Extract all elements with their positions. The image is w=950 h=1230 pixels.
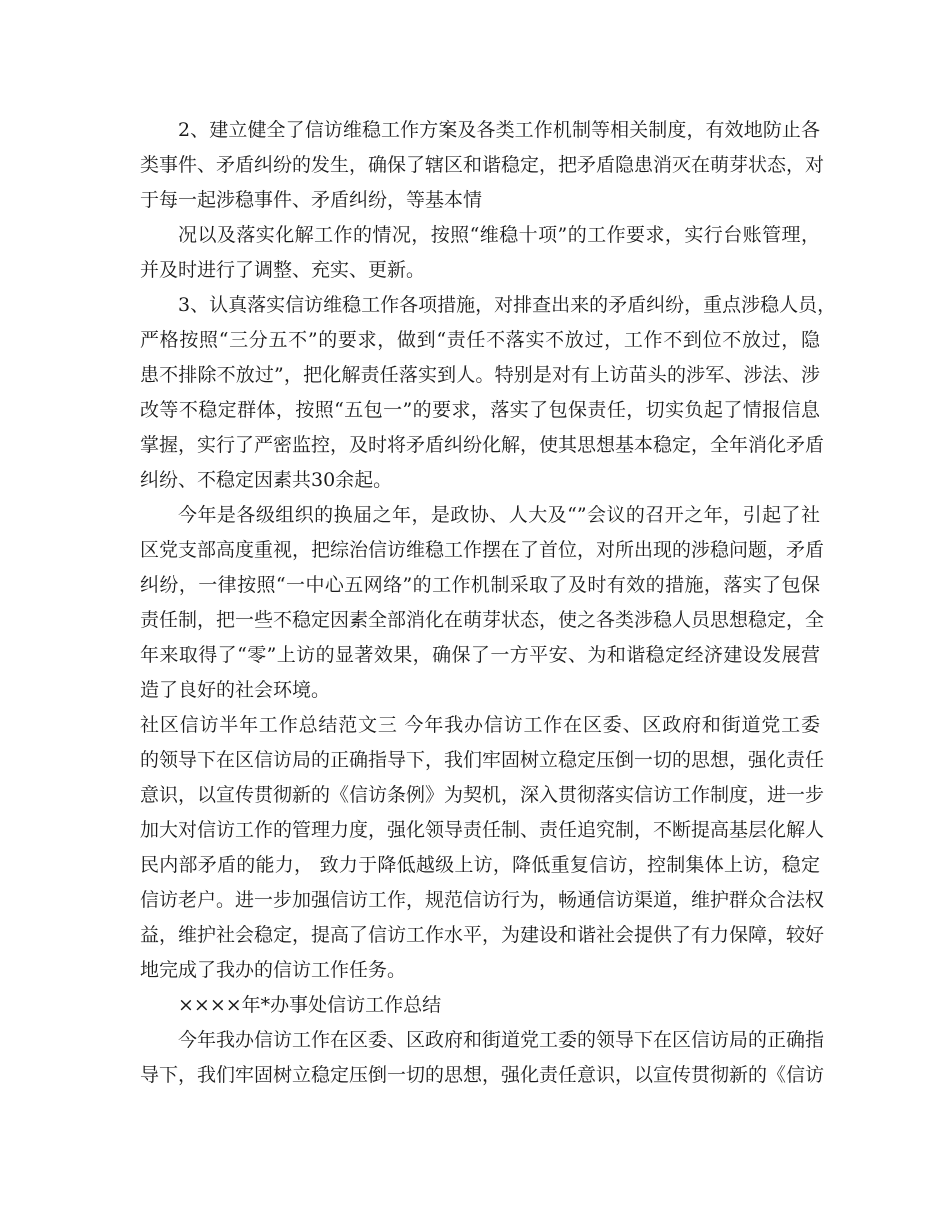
paragraph-line: 况以及落实化解工作的情况，按照“维稳十项”的工作要求，实行台账管理， <box>178 224 820 246</box>
paragraph-line: 患不排除不放过”，把化解责任落实到人。特别是对有上访苗头的涉军、涉法、涉 <box>140 364 820 386</box>
paragraph-line: 严格按照“三分五不”的要求，做到“责任不落实不放过，工作不到位不放过，隐 <box>140 329 820 351</box>
paragraph-line: 导下，我们牢固树立稳定压倒一切的思想，强化责任意识，以宣传贯彻新的《信访 <box>140 1064 825 1086</box>
paragraph-line: 并及时进行了调整、充实、更新。 <box>140 259 426 281</box>
paragraph-line: 责任制，把一些不稳定因素全部消化在萌芽状态，使之各类涉稳人员思想稳定，全 <box>140 609 825 631</box>
paragraph-line: 地完成了我办的信访工作任务。 <box>140 959 407 981</box>
paragraph-line: 造了良好的社会环境。 <box>140 679 331 701</box>
paragraph-line: 改等不稳定群体，按照“五包一”的要求，落实了包保责任，切实负起了情报信息 <box>140 399 820 421</box>
paragraph-line: 民内部矛盾的能力， 致力于降低越级上访，降低重复信访，控制集体上访，稳定 <box>140 854 820 876</box>
paragraph-line: 掌握，实行了严密监控，及时将矛盾纠纷化解，使其思想基本稳定，全年消化矛盾 <box>140 434 825 456</box>
paragraph-line: 益，维护社会稳定，提高了信访工作水平，为建设和谐社会提供了有力保障，较好 <box>140 924 825 946</box>
section-heading-line: 社区信访半年工作总结范文三 今年我办信访工作在区委、区政府和街道党工委 <box>140 714 820 736</box>
subheading-line: ××××年*办事处信访工作总结 <box>178 994 442 1016</box>
paragraph-line: 于每一起涉稳事件、矛盾纠纷，等基本情 <box>140 189 483 211</box>
paragraph-line: 纠纷，一律按照“一中心五网络”的工作机制采取了及时有效的措施，落实了包保 <box>140 574 820 596</box>
paragraph-line: 2、建立健全了信访维稳工作方案及各类工作机制等相关制度，有效地防止各 <box>178 119 820 141</box>
paragraph-line: 信访老户。进一步加强信访工作，规范信访行为，畅通信访渠道，维护群众合法权 <box>140 889 825 911</box>
paragraph-line: 今年是各级组织的换届之年，是政协、人大及“”会议的召开之年，引起了社 <box>178 504 820 526</box>
paragraph-line: 类事件、矛盾纠纷的发生，确保了辖区和谐稳定，把矛盾隐患消灭在萌芽状态，对 <box>140 154 825 176</box>
paragraph-line: 的领导下在区信访局的正确指导下，我们牢固树立稳定压倒一切的思想，强化责任 <box>140 749 825 771</box>
paragraph-line: 加大对信访工作的管理力度，强化领导责任制、责任追究制，不断提高基层化解人 <box>140 819 825 841</box>
paragraph-line: 意识，以宣传贯彻新的《信访条例》为契机，深入贯彻落实信访工作制度，进一步 <box>140 784 825 806</box>
paragraph-line: 年来取得了“零”上访的显著效果，确保了一方平安、为和谐稳定经济建设发展营 <box>140 644 820 666</box>
paragraph-line: 区党支部高度重视，把综治信访维稳工作摆在了首位，对所出现的涉稳问题，矛盾 <box>140 539 825 561</box>
paragraph-line: 3、认真落实信访维稳工作各项措施，对排查出来的矛盾纠纷，重点涉稳人员， <box>178 294 837 316</box>
paragraph-line: 纠纷、不稳定因素共30余起。 <box>140 469 393 491</box>
paragraph-line: 今年我办信访工作在区委、区政府和街道党工委的领导下在区信访局的正确指 <box>178 1029 825 1051</box>
